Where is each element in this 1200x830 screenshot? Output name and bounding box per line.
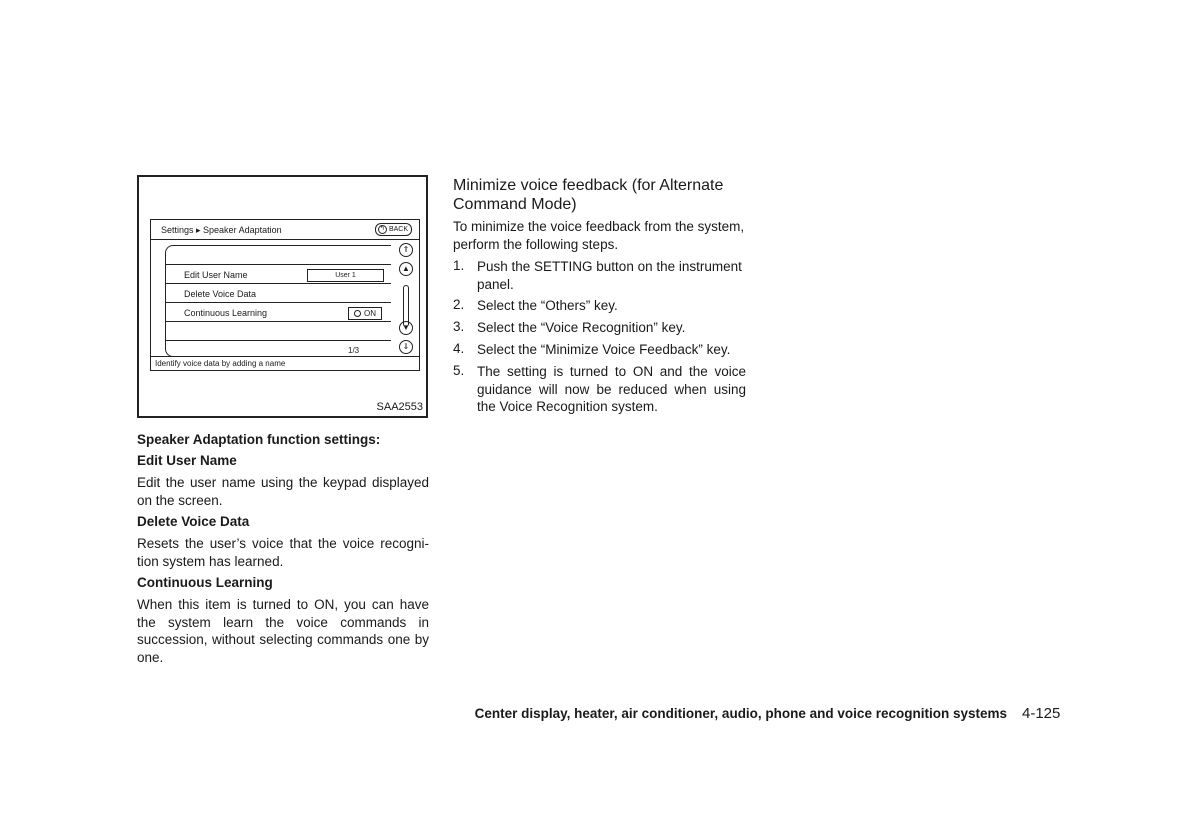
list-item-continuous-learning[interactable]	[166, 303, 391, 322]
step-number: 1.	[453, 258, 465, 273]
step-text: The setting is turned to ON and the voice guidance will now be reduced when using the Voice Recognition system.	[477, 364, 746, 414]
page-down-icon[interactable]: ⇓	[399, 340, 413, 354]
toggle-label: ON	[364, 309, 376, 318]
paragraph-continuous-learning: When this item is turned to ON, you can have the system learn the voice commands in succession, without selecting commands one by one.	[137, 597, 429, 665]
page-number: 4-125	[1022, 705, 1061, 722]
section-heading: Minimize voice feedback (for Alternate Command Mode)	[453, 177, 724, 213]
section-title: Speaker Adaptation function settings:	[137, 432, 381, 447]
figure-frame	[137, 175, 428, 418]
step-number: 3.	[453, 319, 465, 334]
scroll-up-icon[interactable]: ▲	[399, 262, 413, 276]
settings-list	[165, 245, 391, 357]
subheading-delete-voice-data: Delete Voice Data	[137, 514, 250, 529]
display-screen	[150, 219, 420, 371]
page-indicator: 1/3	[348, 346, 360, 355]
continuous-learning-toggle[interactable]	[348, 307, 382, 320]
subheading-continuous-learning: Continuous Learning	[137, 575, 273, 590]
paragraph-delete-voice-data: Resets the user’s voice that the voice recogni-tion system has learned.	[137, 536, 429, 569]
figure-code: SAA2553	[376, 401, 423, 413]
scroll-down-icon[interactable]: ▼	[399, 321, 413, 335]
step-text: Select the “Minimize Voice Feedback” key.	[477, 342, 731, 357]
step-text: Push the SETTING button on the instrument panel.	[477, 259, 742, 292]
step-text: Select the “Voice Recognition” key.	[477, 320, 686, 335]
intro-paragraph: To minimize the voice feedback from the system, perform the following steps.	[453, 219, 745, 252]
list-item-label: Edit User Name	[184, 270, 248, 280]
page-up-icon[interactable]: ⇑	[399, 243, 413, 257]
step-number: 2.	[453, 297, 465, 312]
hint-text: Identify voice data by adding a name	[155, 359, 286, 368]
user-name-value: User 1	[307, 269, 384, 282]
footer-section-title: Center display, heater, air conditioner, audio, phone and voice recognition systems	[474, 706, 1007, 721]
hint-bar	[151, 356, 419, 370]
list-item-label: Delete Voice Data	[184, 289, 257, 299]
toggle-indicator-icon	[354, 310, 361, 317]
subheading-edit-user-name: Edit User Name	[137, 453, 237, 468]
list-item-label: Continuous Learning	[184, 308, 268, 318]
list-item-blank	[166, 322, 391, 341]
screen-header	[151, 220, 419, 240]
list-item-blank	[166, 246, 391, 265]
list-item-delete-voice-data[interactable]	[166, 284, 391, 303]
back-label: BACK	[388, 226, 408, 233]
back-icon: ↰	[379, 226, 385, 232]
paragraph-edit-user-name: Edit the user name using the keypad displayed on the screen.	[137, 475, 429, 508]
back-button[interactable]	[375, 223, 412, 236]
step-number: 4.	[453, 341, 465, 356]
breadcrumb: Settings ▸ Speaker Adaptation	[161, 225, 282, 235]
step-number: 5.	[453, 363, 465, 378]
list-item-edit-user-name[interactable]	[166, 265, 391, 284]
step-text: Select the “Others” key.	[477, 298, 618, 313]
